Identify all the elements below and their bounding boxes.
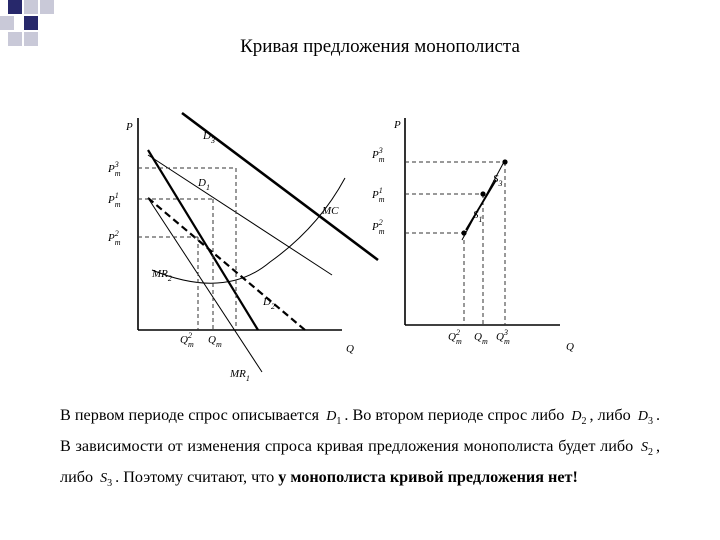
label-mr2: $MR_2$ bbox=[152, 268, 172, 283]
left-d2-line bbox=[148, 198, 305, 330]
label-s1: $S_1$ bbox=[473, 209, 483, 224]
para-text-3: , либо bbox=[589, 406, 631, 424]
right-point-1 bbox=[480, 191, 485, 196]
left-mr1-line bbox=[148, 198, 262, 372]
para-text-5: , либо bbox=[60, 436, 660, 486]
para-text-6: . Поэтому считают, что bbox=[115, 467, 275, 486]
symbol-s2: $S_2$ bbox=[640, 439, 653, 458]
right-axis-q-label: Q bbox=[566, 341, 574, 353]
symbol-d2: $D_2$ bbox=[571, 409, 587, 427]
explanation-paragraph bbox=[60, 403, 660, 495]
para-text-2: . Во втором периоде спрос либо bbox=[344, 406, 565, 424]
label-s3: $S_3$ bbox=[493, 173, 503, 188]
label-d3: $D_3$ bbox=[203, 130, 215, 145]
para-text-4: . В зависимости от изменения спроса кривая предложения монополиста будет либо bbox=[60, 406, 661, 455]
left-d1-line bbox=[148, 155, 332, 275]
label-d1: $D_1$ bbox=[198, 177, 210, 192]
para-conclusion: у монополиста кривой предложения нет! bbox=[278, 467, 578, 486]
left-mc-curve bbox=[152, 178, 345, 283]
label-mr1: $MR_1$ bbox=[230, 368, 250, 383]
left-price-p2: $P^2$ m bbox=[108, 229, 121, 247]
para-text-1: В первом периоде спрос описывается bbox=[60, 406, 320, 424]
right-point-3 bbox=[502, 159, 507, 164]
left-qty-q: $Q_m$ bbox=[208, 334, 222, 349]
symbol-d3: $D_3$ bbox=[637, 409, 653, 427]
right-price-p2: $P^2$ m bbox=[372, 218, 385, 236]
right-qty-q2: $Q^2$ m bbox=[448, 328, 462, 346]
right-qty-q3: $Q^3$ m bbox=[496, 328, 510, 346]
right-price-p1: $P^1$ m bbox=[372, 186, 385, 204]
left-qty-q2: $Q^2$ m bbox=[180, 331, 194, 349]
slide-title: Кривая предложения монополиста bbox=[240, 36, 520, 57]
right-point-2 bbox=[461, 230, 466, 235]
label-mc: MC bbox=[322, 205, 339, 217]
label-d2: $D_2$ bbox=[263, 296, 275, 311]
left-axis-q-label: Q bbox=[346, 343, 354, 355]
right-price-p3: $P^3$ m bbox=[372, 146, 385, 164]
right-qty-q: $Q_m$ bbox=[474, 331, 488, 346]
symbol-s3: $S_3$ bbox=[100, 470, 113, 489]
symbol-d1: $D_1$ bbox=[326, 409, 342, 427]
left-axis-p-label: P bbox=[126, 121, 133, 133]
left-price-p3: $P^3$ m bbox=[108, 160, 121, 178]
right-axis-p-label: P bbox=[394, 119, 401, 131]
left-price-p1: $P^1$ m bbox=[108, 191, 121, 209]
